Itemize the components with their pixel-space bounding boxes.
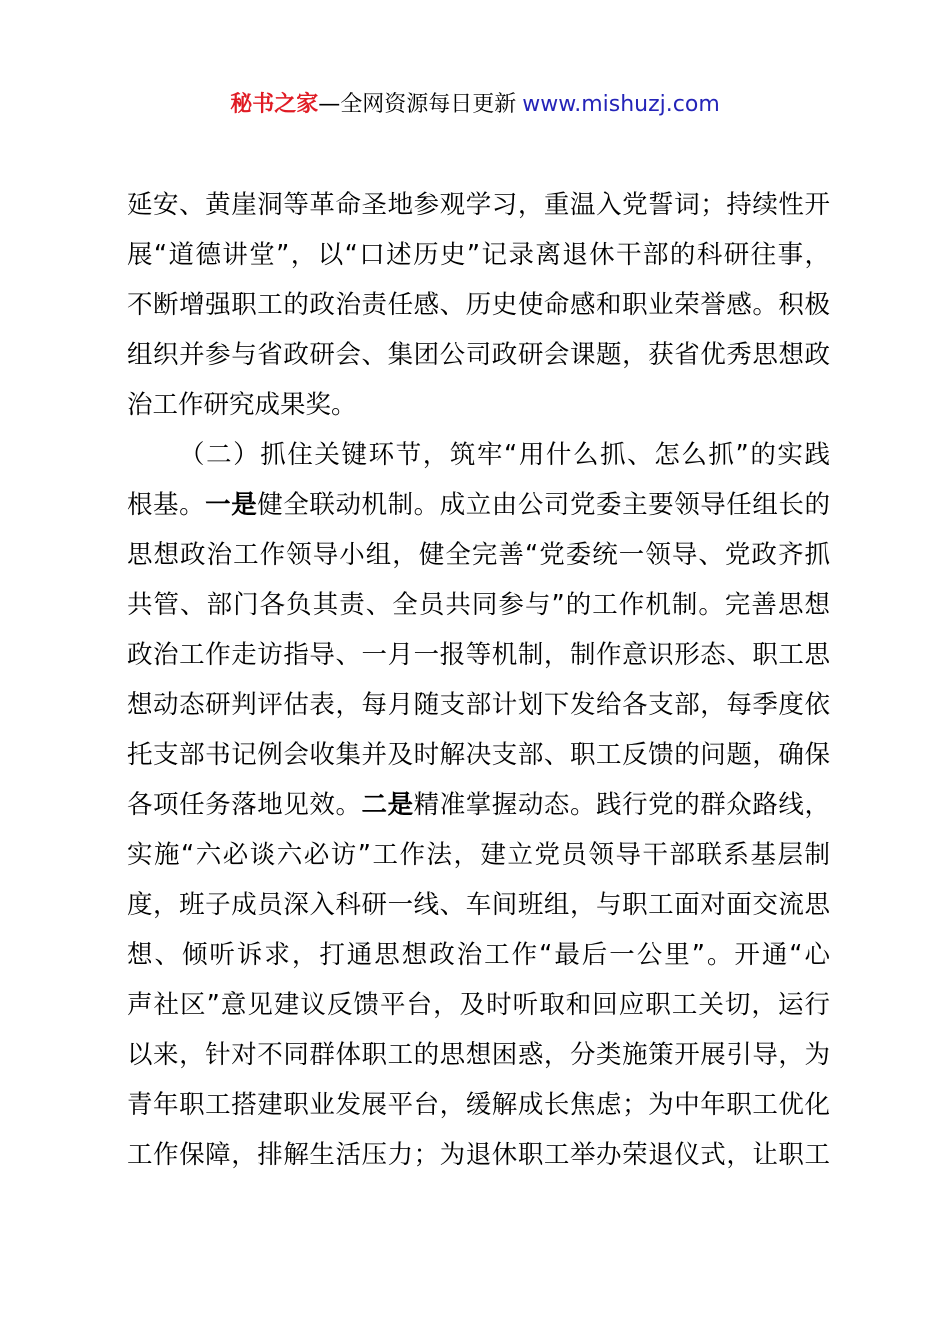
body-line: 托支部书记例会收集并及时解决支部、职工反馈的问题，确保 [127, 740, 830, 770]
brand-name: 秘书之家 [230, 92, 319, 117]
section-heading-line: （二）抓住关键环节，筑牢“用什么抓、怎么抓”的实践 [179, 440, 830, 470]
body-line: 度，班子成员深入科研一线、车间班组，与职工面对面交流思 [127, 890, 830, 920]
paragraph-2 [127, 430, 830, 1180]
line-text: 健全联动机制。成立由公司党委主要领导任组长的 [257, 490, 830, 520]
header-tagline: —全网资源每日更新 [318, 92, 517, 117]
body-line [127, 780, 830, 830]
body-line: 延安、黄崖洞等革命圣地参观学习，重温入党誓词；持续性开 [127, 190, 830, 220]
body-line [127, 480, 830, 530]
body-line: 工作保障，排解生活压力；为退休职工举办荣退仪式，让职工 [127, 1140, 830, 1170]
body-line: 共管、部门各负其责、全员共同参与”的工作机制。完善思想 [127, 590, 830, 620]
site-url-link[interactable]: www.mishuzj.com [522, 92, 720, 117]
line-text: 各项任务落地见效。 [127, 790, 362, 820]
paragraph-1 [127, 180, 830, 430]
bold-lead: 二是 [361, 790, 414, 820]
body-line: 组织并参与省政研会、集团公司政研会课题，获省优秀思想政 [127, 340, 830, 370]
line-text: 精准掌握动态。践行党的群众路线， [413, 790, 830, 820]
bold-lead: 一是 [205, 490, 258, 520]
body-line: 声社区”意见建议反馈平台，及时听取和回应职工关切，运行 [127, 990, 830, 1020]
body-line: 政治工作走访指导、一月一报等机制，制作意识形态、职工思 [127, 640, 830, 670]
body-line: 实施“六必谈六必访”工作法，建立党员领导干部联系基层制 [127, 840, 830, 870]
body-line: 治工作研究成果奖。 [127, 390, 357, 420]
site-header [0, 88, 950, 122]
body-line: 想、倾听诉求，打通思想政治工作“最后一公里”。开通“心 [127, 940, 830, 970]
body-line: 思想政治工作领导小组，健全完善“党委统一领导、党政齐抓 [127, 540, 830, 570]
body-line: 想动态研判评估表，每月随支部计划下发给各支部，每季度依 [127, 690, 830, 720]
document-body [127, 180, 830, 1180]
body-line: 不断增强职工的政治责任感、历史使命感和职业荣誉感。积极 [127, 290, 830, 320]
body-line: 以来，针对不同群体职工的思想困惑，分类施策开展引导，为 [127, 1040, 830, 1070]
line-text: 根基。 [127, 490, 206, 520]
body-line: 展“道德讲堂”，以“口述历史”记录离退休干部的科研往事， [127, 240, 830, 270]
body-line: 青年职工搭建职业发展平台，缓解成长焦虑；为中年职工优化 [127, 1090, 830, 1120]
